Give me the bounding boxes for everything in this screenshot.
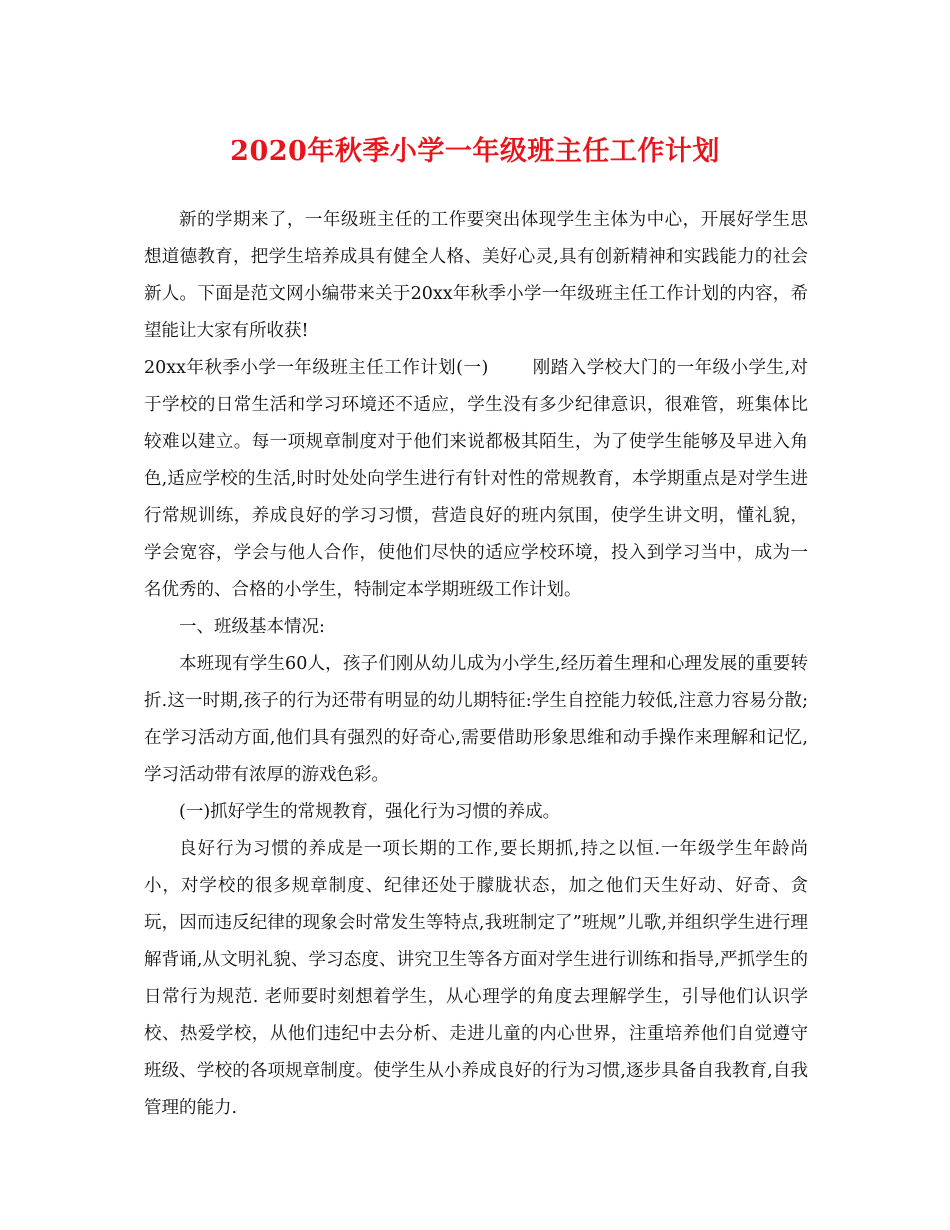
class-info-paragraph: 本班现有学生60人，孩子们刚从幼儿成为小学生,经历着生理和心理发展的重要转折.这一时期,孩子的行为还带有明显的幼儿期特征:学生自控能力较低,注意力容易分散;在学习活动方面,他们具有强烈的好奇心,需要借助形象思维和动手操作来理解和记忆,学习活动带有浓厚的游戏色彩。 xyxy=(144,654,808,785)
plan-subheading: 20xx年秋季小学一年级班主任工作计划(一) xyxy=(144,358,489,378)
plan-paragraph-text: 刚踏入学校大门的一年级小学生,对于学校的日常生活和学习环境还不适应，学生没有多少纪律意识，很难管，班集体比较难以建立。每一项规章制度对于他们来说都极其陌生，为了使学生能够及早进入角色,适应学校的生活,时时处处向学生进行有针对性的常规教育，本学期重点是对学生进行常规训练，养成良好的学习习惯，营造良好的班内氛围，使学生讲文明，懂礼貌，学会宽容，学会与他人合作，使他们尽快的适应学校环境，投入到学习当中，成为一名优秀的、合格的小学生，特制定本学期班级工作计划。 xyxy=(144,358,808,600)
section-heading-class-info: 一、班级基本情况: xyxy=(179,617,325,637)
routine-education-paragraph: 良好行为习惯的养成是一项长期的工作,要长期抓,持之以恒.一年级学生年龄尚小，对学校的很多规章制度、纪律还处于朦胧状态，加之他们天生好动、好奇、贪玩，因而违反纪律的现象会时常发生等特点,我班制定了”班规”儿歌,并组织学生进行理解背诵,从文明礼貌、学习态度、讲究卫生等各方面对学生进行训练和指导,严抓学生的日常行为规范. 老师要时刻想着学生，从心理学的角度去理解学生，引导他们认识学校、热爱学校，从他们违纪中去分析、走进儿童的内心世界，注重培养他们自觉遵守班级、学校的各项规章制度。使学生从小养成良好的行为习惯,逐步具备自我教育,自我管理的能力. xyxy=(144,839,808,1118)
document-title: 2020年秋季小学一年级班主任工作计划 xyxy=(230,136,720,167)
plan-paragraph xyxy=(144,350,808,609)
document-body xyxy=(144,202,808,1127)
intro-paragraph: 新的学期来了，一年级班主任的工作要突出体现学生主体为中心，开展好学生思想道德教育，把学生培养成具有健全人格、美好心灵,具有创新精神和实践能力的社会新人。下面是范文网小编带来关于20xx年秋季小学一年级班主任工作计划的内容，希望能让大家有所收获! xyxy=(144,210,808,341)
section-heading-routine-education: (一)抓好学生的常规教育，强化行为习惯的养成。 xyxy=(179,802,561,822)
